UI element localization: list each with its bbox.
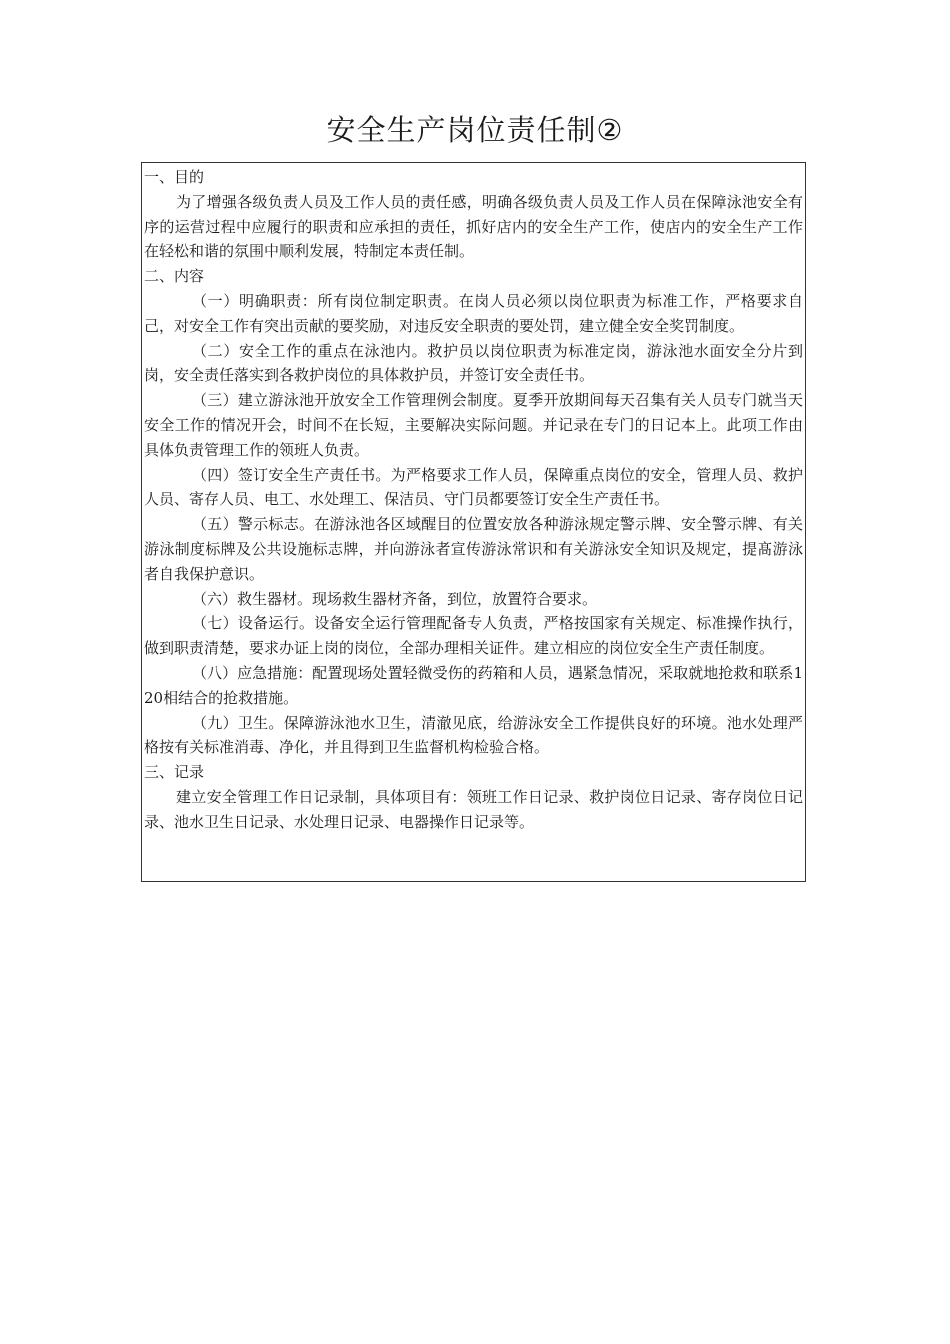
content-item-2: （二）安全工作的重点在泳池内。救护员以岗位职责为标准定岗，游泳池水面安全分片到岗，安全责任落实到各救护岗位的具体救护员，并签订安全责任书。 (144, 341, 803, 385)
section-heading-content: 二、内容 (144, 267, 205, 286)
document-title: 安全生产岗位责任制② (326, 113, 624, 147)
content-item-4: （四）签订安全生产责任书。为严格要求工作人员，保障重点岗位的安全，管理人员、救护人员、寄存人员、电工、水处理工、保洁员、守门员都要签订安全生产责任书。 (144, 465, 803, 509)
purpose-paragraph: 为了增强各级负责人员及工作人员的责任感，明确各级负责人员及工作人员在保障泳池安全有序的运营过程中应履行的职责和应承担的责任，抓好店内的安全生产工作，使店内的安全生产工作在轻松和谐的氛围中顺利发展，特制定本责任制。 (144, 192, 803, 261)
content-item-9: （九）卫生。保障游泳池水卫生，清澈见底，给游泳安全工作提供良好的环境。池水处理严格按有关标准消毒、净化，并且得到卫生监督机构检验合格。 (144, 713, 803, 757)
records-paragraph: 建立安全管理工作日记录制，具体项目有：领班工作日记录、救护岗位日记录、寄存岗位日记录、池水卫生日记录、水处理日记录、电器操作日记录等。 (144, 787, 803, 831)
section-heading-records: 三、记录 (144, 763, 205, 782)
section-heading-purpose: 一、目的 (144, 168, 205, 186)
content-item-6: （六）救生器材。现场救生器材齐备，到位，放置符合要求。 (192, 589, 598, 608)
content-item-5: （五）警示标志。在游泳池各区域醒目的位置安放各种游泳规定警示牌、安全警示牌、有关游泳制度标牌及公共设施标志牌，并向游泳者宣传游泳常识和有关游泳安全知识及规定，提髙游泳者自我保护意识。 (144, 515, 803, 583)
content-item-1: （一）明确职责：所有岗位制定职责。在岗人员必须以岗位职责为标准工作，严格要求自己，对安全工作有突出贡献的要奖励，对违反安全职责的要处罚，建立健全安全奖罚制度。 (144, 291, 803, 335)
content-table-cell (141, 162, 806, 882)
content-item-7: （七）设备运行。设备安全运行管理配备专人负责，严格按国家有关规定、标准操作执行，做到职责清楚，要求办证上岗的岗位，全部办理相关证件。建立相应的岗位安全生产责任制度。 (144, 614, 803, 658)
content-item-8: （八）应急措施：配置现场处置轻微受伤的药箱和人员，遇紧急情况，采取就地抢救和联系120相结合的抢救措施。 (144, 663, 803, 707)
content-item-3: （三）建立游泳池开放安全工作管理例会制度。夏季开放期间每天召集有关人员专门就当天安全工作的情况开会，时间不在长短，主要解决实际问题。并记录在专门的日记本上。此项工作由具体负责管理工作的领班人负责。 (144, 391, 803, 459)
